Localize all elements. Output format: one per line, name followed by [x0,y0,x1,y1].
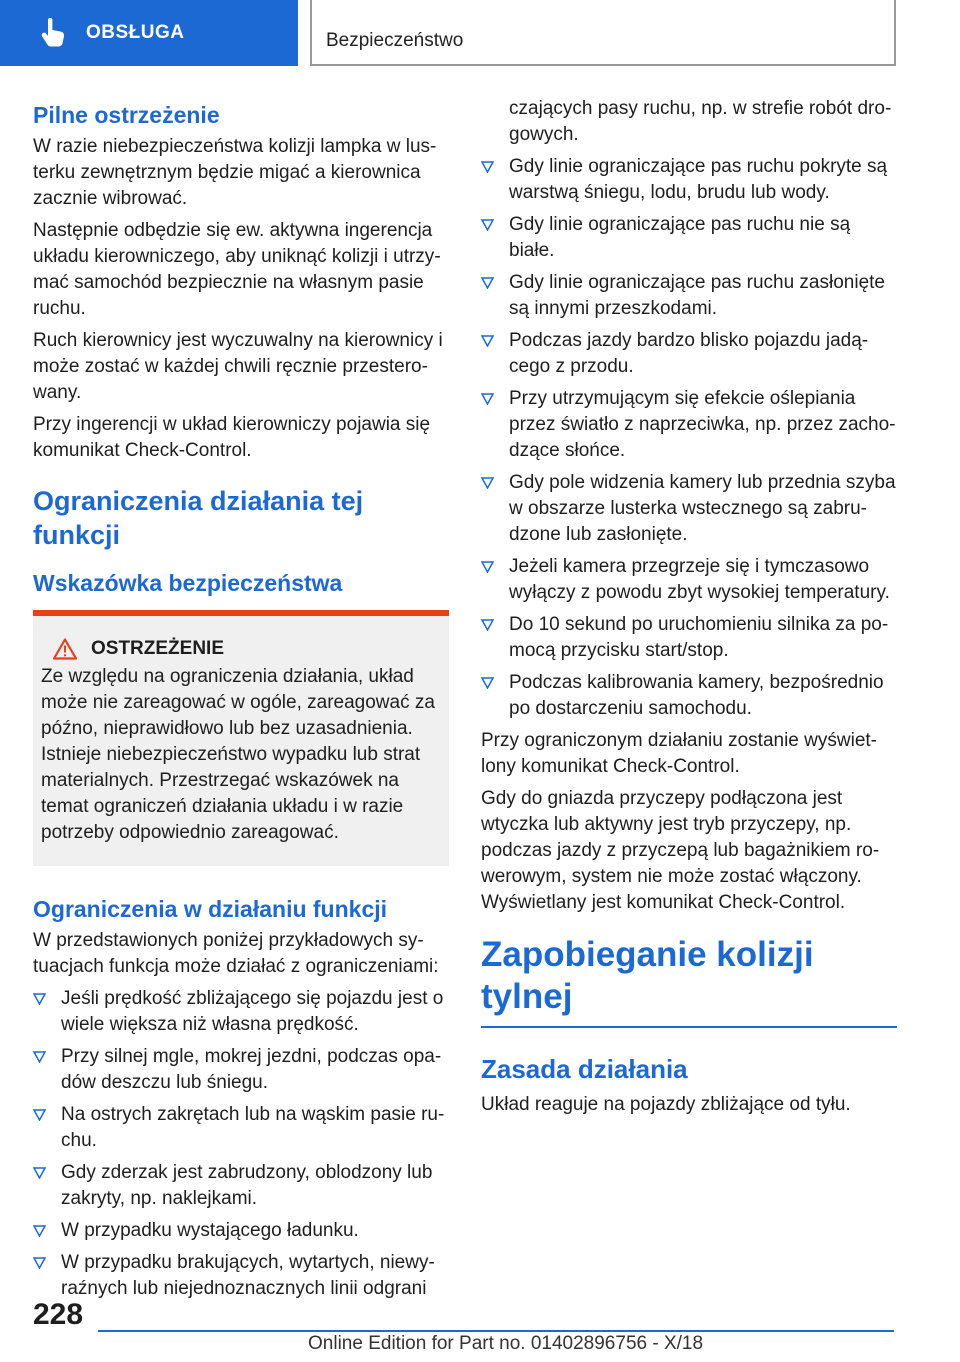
triangle-bullet-icon [481,393,494,405]
list-item: Na ostrych zakrętach lub na wąskim pasie ruchu. [33,1102,449,1154]
list-item: Przy utrzymującym się efekcie oślepiania przez światło z naprzeciwka, np. przez zachodzące słońce. [481,386,897,464]
paragraph: Następnie odbędzie się ew. aktywna ingerencja układu kierowniczego, aby uniknąć kolizji i utrzymać samochód bezpiecznie na własnym pasie ruchu. [33,220,441,319]
heading-zasada-dzialania: Zasada działania [481,1054,688,1084]
heading-ograniczenia: Ograniczenia działania tej funkcji [33,486,364,550]
paragraph: Gdy do gniazda przyczepy podłączona jest wtyczka lub aktywny jest tryb przyczepy, np. podczas jazdy z przyczepą lub bagażnikiem rowerowym, system nie może zostać włączony. Wyświetlany jest komunikat Check-Control. [481,788,880,913]
chapter-title: Bezpieczeństwo [326,30,464,51]
triangle-bullet-icon [481,561,494,573]
triangle-bullet-icon [481,477,494,489]
heading-pilne-ostrzezenie: Pilne ostrzeżenie [33,102,220,128]
list-item: Gdy linie ograniczające pas ruchu nie są białe. [481,212,897,264]
limitations-list-continued [481,96,897,722]
paragraph: Przy ograniczonym działaniu zostanie wyświetlony komunikat Check-Control. [481,730,877,777]
list-item-continuation: czających pasy ruchu, np. w strefie robót drogowych. [509,98,892,145]
limitations-list [33,986,449,1302]
list-item: Podczas jazdy bardzo blisko pojazdu jadącego z przodu. [481,328,897,380]
triangle-bullet-icon [33,1257,46,1269]
warning-text: Ze względu na ograniczenia działania, układ może nie zareagować w ogóle, zareagować za późno, nieprawidłowo lub bez uzasadnienia. Istnieje niebezpieczeństwo wypadku lub strat materialnych. Przestrzegać wskazówek na temat ograniczeń działania układu i w razie potrzeby odpowiednio zareagować. [41,666,435,843]
paragraph: W razie niebezpieczeństwa kolizji lampka w lusterku zewnętrznym będzie migać a kierownica zacznie wibrować. [33,136,437,209]
page-number: 228 [33,1298,84,1331]
left-column [33,100,449,1308]
triangle-bullet-icon [33,1109,46,1121]
warning-title-text: OSTRZEŻENIE [91,638,225,659]
heading-zapobieganie-kolizji-tylnej: Zapobieganie kolizji tylnej [481,934,897,1028]
list-item: Do 10 sekund po uruchomieniu silnika za pomocą przycisku start/stop. [481,612,897,664]
triangle-bullet-icon [33,993,46,1005]
triangle-bullet-icon [481,335,494,347]
triangle-bullet-icon [481,677,494,689]
triangle-bullet-icon [481,161,494,173]
list-item: Gdy zderzak jest zabrudzony, oblodzony lub zakryty, np. naklejkami. [33,1160,449,1212]
footer-divider [98,1330,894,1332]
triangle-bullet-icon [481,619,494,631]
list-item: Przy silnej mgle, mokrej jezdni, podczas opadów deszczu lub śniegu. [33,1044,449,1096]
warning-box [33,610,449,866]
paragraph: Ruch kierownicy jest wyczuwalny na kierownicy i może zostać w każdej chwili ręcznie przesterowany. [33,330,443,403]
list-item: Jeżeli kamera przegrzeje się i tymczasowo wyłączy z powodu zbyt wysokiej temperatury. [481,554,897,606]
triangle-bullet-icon [33,1051,46,1063]
footer-edition: Online Edition for Part no. 01402896756 - X/18 [308,1333,704,1354]
heading-wskazowka: Wskazówka bezpieczeństwa [33,570,343,596]
warning-triangle-icon [53,638,77,660]
heading-ograniczenia-funkcji: Ograniczenia w działaniu funkcji [33,896,388,922]
section-tab[interactable] [0,0,298,66]
list-item: Gdy pole widzenia kamery lub przednia szyba w obszarze lusterka wstecznego są zabrudzone lub zasłonięte. [481,470,897,548]
triangle-bullet-icon [481,277,494,289]
list-item: W przypadku brakujących, wytartych, niewyraźnych lub niejednoznacznych linii odgrani [33,1250,449,1302]
triangle-bullet-icon [33,1225,46,1237]
right-column [481,96,897,1124]
paragraph: W przedstawionych poniżej przykładowych sytuacjach funkcja może działać z ograniczeniami: [33,930,439,977]
paragraph: Przy ingerencji w układ kierowniczy pojawia się komunikat Check-Control. [33,414,431,461]
list-item: W przypadku wystającego ładunku. [33,1218,449,1244]
paragraph: Układ reaguje na pojazdy zbliżające od tyłu. [481,1094,851,1115]
triangle-bullet-icon [33,1167,46,1179]
section-tab-label: OBSŁUGA [86,22,185,43]
list-item: Podczas kalibrowania kamery, bezpośrednio po dostarczeniu samochodu. [481,670,897,722]
warning-title [41,638,441,660]
list-item: Jeśli prędkość zbliżającego się pojazdu jest o wiele większa niż własna prędkość. [33,986,449,1038]
list-item: Gdy linie ograniczające pas ruchu zasłonięte są innymi przeszkodami. [481,270,897,322]
chapter-header [310,0,896,66]
triangle-bullet-icon [481,219,494,231]
list-item: Gdy linie ograniczające pas ruchu pokryte są warstwą śniegu, lodu, brudu lub wody. [481,154,897,206]
pointing-hand-icon [40,18,68,48]
